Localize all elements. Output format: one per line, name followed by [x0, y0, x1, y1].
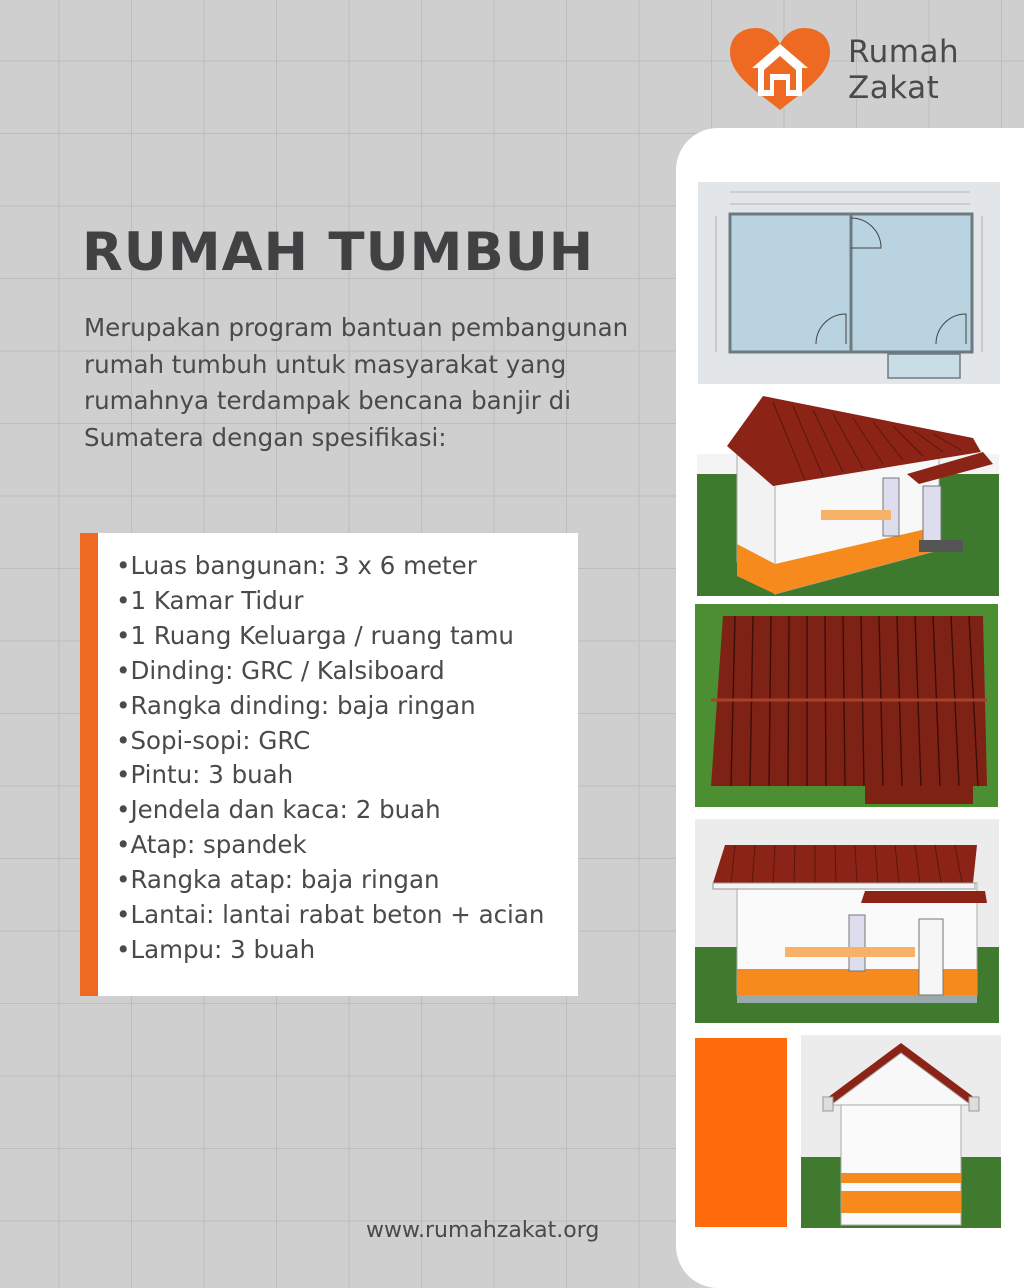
- spec-item: •Sopi-sopi: GRC: [116, 725, 311, 755]
- house-perspective-image: [697, 394, 999, 596]
- spec-item: •Lantai: lantai rabat beton + acian: [116, 900, 545, 930]
- website-url[interactable]: www.rumahzakat.org: [366, 1218, 600, 1243]
- brand-name-line2: Zakat: [848, 70, 940, 106]
- floor-plan-image: [698, 182, 1000, 384]
- spec-item: •Lampu: 3 buah: [116, 934, 316, 964]
- brand-name: [848, 34, 959, 106]
- specification-list: [116, 549, 544, 968]
- intro-text: Merupakan program bantuan pembangunan rumah tumbuh untuk masyarakat yang rumahnya terdampak bencana banjir di Sumatera dengan spesifikasi:: [84, 313, 629, 452]
- brand-logo: [728, 26, 978, 116]
- heart-house-icon: [728, 26, 832, 112]
- spec-item: •Atap: spandek: [116, 830, 307, 860]
- specification-card: [80, 533, 578, 996]
- spec-item: •Dinding: GRC / Kalsiboard: [116, 655, 445, 685]
- spec-item: •Luas bangunan: 3 x 6 meter: [116, 551, 477, 580]
- spec-item: •1 Kamar Tidur: [116, 585, 304, 615]
- spec-item: •Pintu: 3 buah: [116, 760, 294, 790]
- page-title: RUMAH TUMBUH: [82, 222, 595, 283]
- side-elevation-image: [801, 1035, 1001, 1228]
- front-elevation-image: [695, 819, 999, 1023]
- spec-item: •Jendela dan kaca: 2 buah: [116, 795, 441, 825]
- spec-item: •Rangka dinding: baja ringan: [116, 690, 476, 720]
- brand-name-line1: Rumah: [848, 34, 960, 70]
- spec-item: •Rangka atap: baja ringan: [116, 865, 440, 895]
- orange-color-block: [695, 1038, 787, 1227]
- roof-top-view-image: [695, 604, 998, 807]
- spec-item: •1 Ruang Keluarga / ruang tamu: [116, 620, 514, 650]
- accent-bar: [80, 533, 98, 996]
